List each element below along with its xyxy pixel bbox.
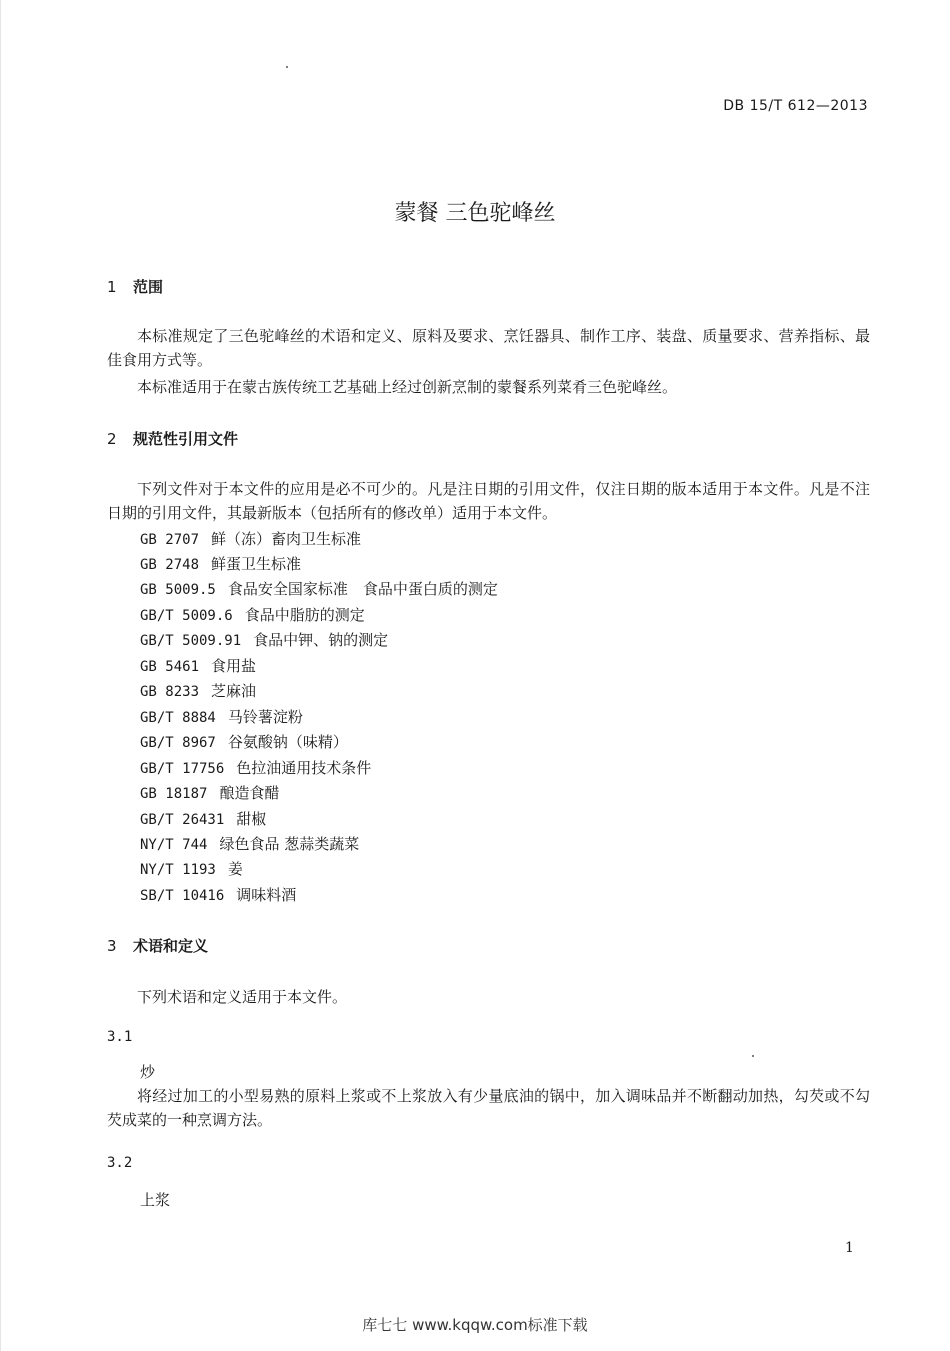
section-number: 3 [107,937,117,955]
reference-title: 鲜（冻）畜肉卫生标准 [211,530,362,548]
page-number: 1 [845,1240,854,1256]
document-title: 蒙餐 三色驼峰丝 [394,201,556,226]
section-title: 规范性引用文件 [133,430,239,448]
reference-title: 绿色食品 葱蒜类蔬菜 [219,835,360,853]
reference-item [140,578,498,599]
reference-title: 食品中脂肪的测定 [244,606,365,624]
scan-speck [286,66,288,68]
reference-title: 甜椒 [236,810,267,828]
reference-item [140,706,303,727]
reference-item [140,858,243,879]
reference-item [140,655,256,676]
reference-code: NY/T 1193 [140,862,216,878]
reference-title: 马铃薯淀粉 [227,708,303,726]
reference-code: GB 2707 [140,532,200,548]
reference-item [140,629,388,650]
reference-item [140,808,266,829]
reference-code: NY/T 744 [140,837,208,853]
term-number: 3.1 [107,1029,133,1045]
reference-title: 谷氨酸钠（味精） [227,733,348,751]
reference-title: 姜 [227,860,243,878]
reference-item [140,553,301,574]
reference-code: GB/T 8967 [140,735,216,751]
reference-item [140,731,348,752]
section-title: 范围 [133,278,164,296]
reference-code: GB/T 17756 [140,761,225,777]
standard-code: DB 15/T 612—2013 [723,98,868,114]
reference-code: GB 18187 [140,786,208,802]
reference-title: 调味料酒 [236,886,297,904]
reference-title: 食用盐 [211,657,257,675]
reference-title: 食品中钾、钠的测定 [253,631,389,649]
reference-title: 酿造食醋 [219,784,280,802]
reference-code: GB/T 5009.6 [140,608,233,624]
section-title: 术语和定义 [133,937,209,955]
terms-intro: 下列术语和定义适用于本文件。 [137,988,348,1006]
section-1-heading [107,276,163,297]
reference-code: GB 5461 [140,659,200,675]
reference-item [140,884,296,905]
reference-code: GB/T 5009.91 [140,633,242,649]
reference-title: 色拉油通用技术条件 [236,759,372,777]
reference-item [140,757,371,778]
reference-item [140,782,279,803]
scope-paragraph-1: 本标准规定了三色驼峰丝的术语和定义、原料及要求、烹饪器具、制作工序、装盘、质量要求、营养指标、最佳食用方式等。 [107,327,870,369]
section-number: 1 [107,278,117,296]
reference-item [140,604,365,625]
footer-watermark: 库七七 www.kqqw.com标准下载 [362,1316,588,1334]
reference-item [140,833,359,854]
reference-item [140,528,361,549]
reference-item [140,680,256,701]
term-name: 上浆 [140,1191,171,1209]
section-3-heading [107,935,208,956]
reference-title: 芝麻油 [211,682,257,700]
scan-speck [752,1055,754,1057]
section-number: 2 [107,430,117,448]
reference-code: GB 8233 [140,684,200,700]
reference-code: GB 2748 [140,557,200,573]
term-name: 炒 [140,1063,156,1081]
term-number: 3.2 [107,1155,133,1171]
term-definition: 将经过加工的小型易熟的原料上浆或不上浆放入有少量底油的锅中，加入调味品并不断翻动加热，勾芡或不勾芡成菜的一种烹调方法。 [107,1087,870,1129]
reference-code: GB 5009.5 [140,582,216,598]
section-2-heading [107,428,238,449]
reference-code: GB/T 26431 [140,812,225,828]
reference-code: SB/T 10416 [140,888,225,904]
scope-paragraph-2: 本标准适用于在蒙古族传统工艺基础上经过创新烹制的蒙餐系列菜肴三色驼峰丝。 [137,378,678,396]
reference-title: 食品安全国家标准 食品中蛋白质的测定 [227,580,498,598]
references-intro: 下列文件对于本文件的应用是必不可少的。凡是注日期的引用文件，仅注日期的版本适用于本文件。凡是不注日期的引用文件，其最新版本（包括所有的修改单）适用于本文件。 [107,480,870,522]
reference-code: GB/T 8884 [140,710,216,726]
reference-title: 鲜蛋卫生标准 [211,555,302,573]
